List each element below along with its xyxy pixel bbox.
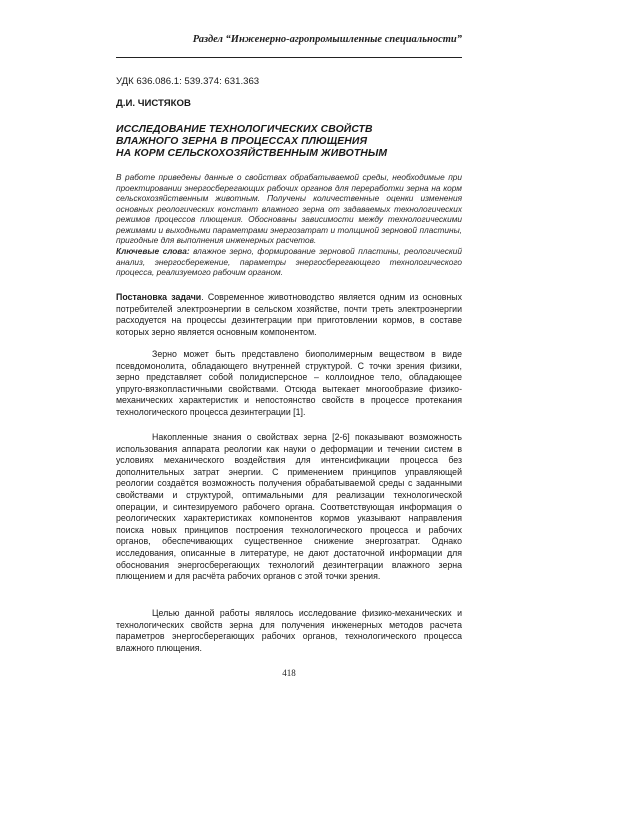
running-header: Раздел “Инженерно-агропромышленные специальности”	[192, 34, 462, 45]
udc-code: УДК 636.086.1: 539.374: 631.363	[116, 76, 260, 87]
keywords-label: Ключевые слова:	[116, 246, 190, 256]
paragraph-lead: Постановка задачи	[116, 292, 202, 302]
paragraph-rheology: Накопленные знания о свойствах зерна [2-6] показывают возможность использования аппарата реологии как науки о деформации и течении систем в условиях механического воздействия для интенсификации процесса без дополнительных затрат энергии. С применением принципов управляющей реологии создаётся возможность получения обрабатываемой среды с заданными свойствами и структурой, оптимальными для реализации технологической операции, и синтезируемого рабочего органа. Соответствующая информация о реологических характеристиках компонентов кормов указывают направления поиска новых принципов построения технологического процесса и рабочих органов, обеспечивающих существенное снижение энергозатрат. Однако исследования, описанные в литературе, не дают достаточной информации для обоснования энергосберегающих технологий дезинтеграции влажного зерна плющением и для расчёта рабочих органов с этой точки зрения.	[116, 432, 462, 582]
article-title	[116, 124, 462, 161]
page-number: 418	[282, 668, 296, 678]
paragraph-problem-statement	[116, 292, 462, 338]
keywords	[116, 246, 462, 278]
title-line: ВЛАЖНОГО ЗЕРНА В ПРОЦЕССАХ ПЛЮЩЕНИЯ	[116, 136, 368, 148]
header-divider	[116, 57, 462, 58]
author-name: Д.И. ЧИСТЯКОВ	[116, 98, 191, 109]
paragraph-grain-structure: Зерно может быть представлено биополимерным веществом в виде псевдомонолита, обладающего внутренней структурой. С точки зрения физики, зерно представляет собой полидисперсное – коллоидное тело, обладающее упруго-вязкопластичными свойствами. Отсюда вытекает многообразие физико-механических характеристик и непостоянство свойств в процессе протекания технологического процесса дезинтеграции [1].	[116, 349, 462, 417]
title-line: НА КОРМ СЕЛЬСКОХОЗЯЙСТВЕННЫМ ЖИВОТНЫМ	[116, 148, 388, 160]
title-line: ИССЛЕДОВАНИЕ ТЕХНОЛОГИЧЕСКИХ СВОЙСТВ	[116, 124, 373, 135]
paragraph-text: . Современное животноводство является одним из основных потребителей электроэнергии в сельском хозяйстве, почти треть электроэнергии расходуется на процессы дезинтеграции при приготовлении кормов, в составе которых зерно является основным компонентом.	[116, 292, 463, 337]
abstract: В работе приведены данные о свойствах обрабатываемой среды, необходимые при проектировании энергосберегающих рабочих органов для переработки зерна на корм сельскохозяйственным животным. Получены количественные оценки изменения основных реологических констант влажного зерна от задаваемых технологических режимов процессов плющения. Обоснованы зависимости между технологическими режимами и выходными параметрами энергозатрат и толщиной зерновой пластины, пригодные для выполнения инженерных расчетов.	[116, 172, 462, 245]
paragraph-goal: Целью данной работы являлось исследование физико-механических и технологических свойств зерна для получения инженерных методов расчета параметров энергосберегающих рабочих органов, технологического процесса влажного плющения.	[116, 608, 462, 653]
keywords-text: влажное зерно, формирование зерновой пластины, реологический анализ, энергосбережение, параметры энергосберегающего технологического процесса, реализуемого рабочим органом.	[116, 246, 462, 277]
